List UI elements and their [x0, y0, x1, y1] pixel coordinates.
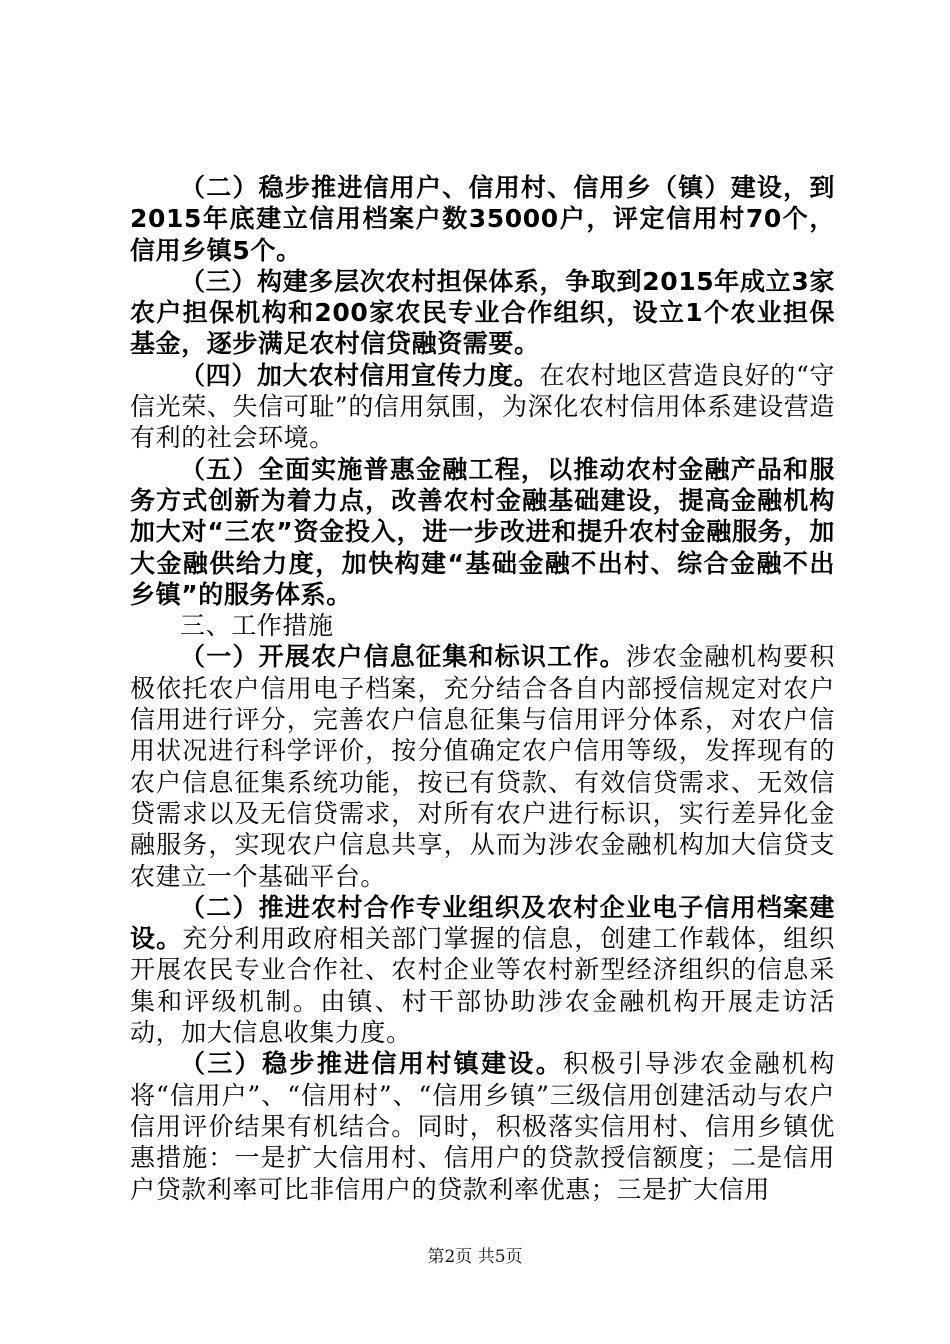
paragraph-credit-village-building [130, 1048, 835, 1204]
paragraph-heading: （四）加大农村信用宣传力度。 [180, 360, 540, 390]
section-heading-measures: 三、工作措施 [180, 611, 334, 641]
paragraph-body: 积极引导涉农金融机构将“信用户”、“信用村”、“信用乡镇”三级信用创建活动与农户信用评价结果有机结合。同时，积极落实信用村、信用乡镇优惠措施：一是扩大信用村、信用户的贷款授信额度；二是信用户贷款利率可比非信用户的贷款利率优惠；三是扩大信用 [130, 1049, 835, 1204]
document-body [130, 172, 835, 1205]
paragraph-body: 充分利用政府相关部门掌握的信息，创建工作载体，组织开展农民专业合作社、农村企业等农村新型经济组织的信息采集和评级机制。由镇、村干部协助涉农金融机构开展走访活动，加大信息收集力度。 [130, 924, 835, 1048]
paragraph-guarantee-system-goal: （三）构建多层次农村担保体系，争取到2015年成立3家农户担保机构和200家农民专业合作组织，设立1个农业担保基金，逐步满足农村信贷融资需要。 [130, 266, 835, 359]
paragraph-heading: （二）推进农村合作专业组织及农村企业电子信用档案建设。 [130, 892, 835, 954]
paragraph-body: 涉农金融机构要积极依托农户信用电子档案，充分结合各自内部授信规定对农户信用进行评分，完善农户信息征集与信用评分体系，对农户信用状况进行科学评价，按分值确定农户信用等级，发挥现有的农户信息征集系统功能，按已有贷款、有效信贷需求、无效信贷需求以及无信贷需求，对所有农户进行标识，实行差异化金融服务，实现农户信息共享，从而为涉农金融机构加大信贷支农建立一个基础平台。 [130, 642, 835, 891]
paragraph-cooperative-credit-files [130, 892, 835, 1048]
paragraph-body: 在农村地区营造良好的“守信光荣、失信可耻”的信用氛围，为深化农村信用体系建设营造有利的社会环境。 [130, 360, 836, 453]
paragraph-credit-village-goal: （二）稳步推进信用户、信用村、信用乡（镇）建设，到2015年底建立信用档案户数35000户，评定信用村70个，信用乡镇5个。 [130, 173, 835, 265]
paragraph-credit-publicity [130, 360, 835, 454]
paragraph-inclusive-finance: （五）全面实施普惠金融工程，以推动农村金融产品和服务方式创新为着力点，改善农村金融基础建设，提高金融机构加大对“三农”资金投入，进一步改进和提升农村金融服务，加大金融供给力度，加快构建“基础金融不出村、综合金融不出乡镇”的服务体系。 [130, 454, 835, 609]
paragraph-farmer-info-collection [130, 641, 835, 891]
paragraph-heading: （一）开展农户信息征集和标识工作。 [180, 642, 626, 672]
page-number-footer: 第2页 共5页 [427, 1247, 523, 1267]
paragraph-heading: （三）稳步推进信用村镇建设。 [180, 1049, 564, 1079]
